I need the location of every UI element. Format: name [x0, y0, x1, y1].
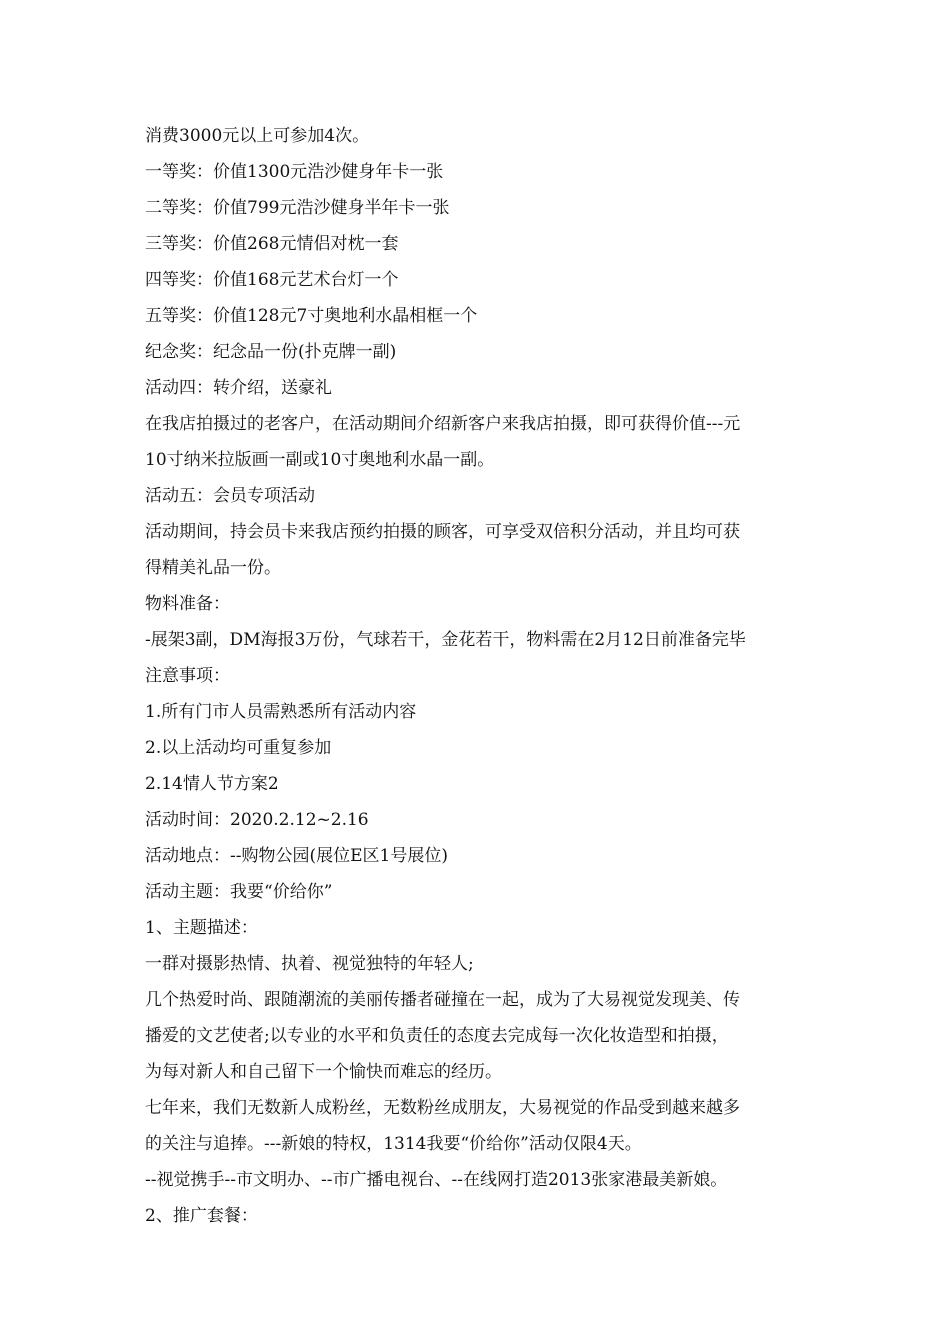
section-heading: 2、推广套餐：: [145, 1206, 258, 1226]
text-line: 2.以上活动均可重复参加: [145, 738, 332, 758]
text-line: 纪念奖：纪念品一份(扑克牌一副): [145, 342, 397, 362]
text-line: 1.所有门市人员需熟悉所有活动内容: [145, 702, 417, 722]
section-heading: 物料准备：: [145, 594, 230, 614]
text-line: 七年来，我们无数新人成粉丝，无数粉丝成朋友，大易视觉的作品受到越来越多: [145, 1098, 740, 1118]
section-heading: 2.14情人节方案2: [145, 774, 279, 794]
section-heading: 注意事项：: [145, 666, 230, 686]
section-heading: 活动四：转介绍，送豪礼: [145, 378, 332, 398]
text-line: 活动地点：--购物公园(展位E区1号展位): [145, 846, 448, 866]
text-line: 一等奖：价值1300元浩沙健身年卡一张: [145, 162, 444, 182]
text-line: 几个热爱时尚、跟随潮流的美丽传播者碰撞在一起，成为了大易视觉发现美、传: [145, 990, 740, 1010]
text-line: 三等奖：价值268元情侣对枕一套: [145, 234, 399, 254]
text-line: --视觉携手--市文明办、--市广播电视台、--在线网打造2013张家港最美新娘。: [145, 1170, 728, 1190]
document-body: [145, 118, 810, 1234]
text-line: 的关注与追捧。---新娘的特权，1314我要“价给你”活动仅限4天。: [145, 1134, 642, 1154]
text-line: 二等奖：价值799元浩沙健身半年卡一张: [145, 198, 450, 218]
text-line: 在我店拍摄过的老客户，在活动期间介绍新客户来我店拍摄，即可获得价值---元: [145, 414, 741, 434]
section-heading: 活动五：会员专项活动: [145, 486, 315, 506]
text-line: 五等奖：价值128元7寸奥地利水晶相框一个: [145, 306, 478, 326]
text-line: 播爱的文艺使者;以专业的水平和负责任的态度去完成每一次化妆造型和拍摄，: [145, 1026, 729, 1046]
text-line: 四等奖：价值168元艺术台灯一个: [145, 270, 399, 290]
text-line: 活动期间，持会员卡来我店预约拍摄的顾客，可享受双倍积分活动，并且均可获: [145, 522, 740, 542]
text-line: 活动主题：我要“价给你”: [145, 882, 333, 902]
text-line: 10寸纳米拉版画一副或10寸奥地利水晶一副。: [145, 450, 495, 470]
text-line: -展架3副，DM海报3万份，气球若干，金花若干，物料需在2月12日前准备完毕: [145, 630, 746, 650]
text-line: 得精美礼品一份。: [145, 558, 281, 578]
text-line: 为每对新人和自己留下一个愉快而难忘的经历。: [145, 1062, 502, 1082]
text-line: 活动时间：2020.2.12~2.16: [145, 810, 369, 830]
text-line: 一群对摄影热情、执着、视觉独特的年轻人;: [145, 954, 474, 974]
text-line: 消费3000元以上可参加4次。: [145, 126, 370, 146]
section-heading: 1、主题描述：: [145, 918, 258, 938]
